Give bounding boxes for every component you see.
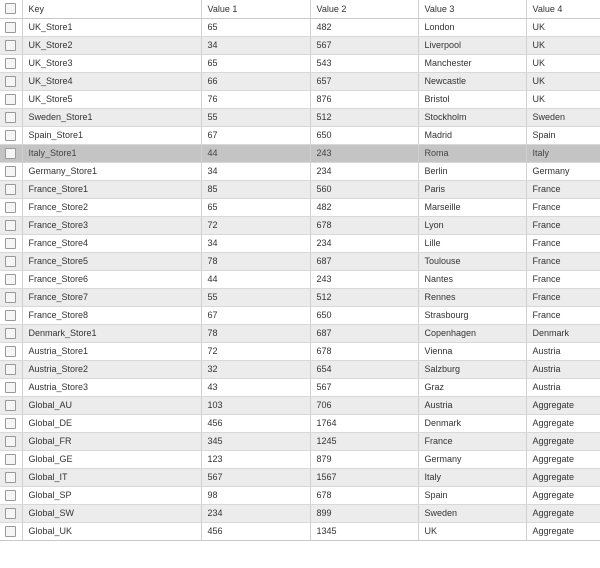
row-checkbox[interactable] (5, 22, 16, 33)
row-select-cell[interactable] (0, 450, 22, 468)
cell-value-2: 650 (310, 306, 418, 324)
cell-value-2: 1764 (310, 414, 418, 432)
cell-value-2: 650 (310, 126, 418, 144)
row-checkbox[interactable] (5, 94, 16, 105)
table-row[interactable] (0, 36, 600, 54)
cell-value-3: Salzburg (418, 360, 526, 378)
cell-key: UK_Store2 (22, 36, 201, 54)
cell-value-3: UK (418, 522, 526, 540)
cell-value-2: 243 (310, 270, 418, 288)
cell-key: Global_IT (22, 468, 201, 486)
cell-value-3: Austria (418, 396, 526, 414)
cell-value-3: London (418, 18, 526, 36)
cell-value-3: Madrid (418, 126, 526, 144)
cell-value-2: 678 (310, 486, 418, 504)
cell-value-1: 456 (201, 414, 310, 432)
cell-value-1: 34 (201, 36, 310, 54)
cell-key: France_Store1 (22, 180, 201, 198)
cell-value-1: 234 (201, 504, 310, 522)
cell-value-3: Strasbourg (418, 306, 526, 324)
cell-value-3: Spain (418, 486, 526, 504)
cell-value-1: 65 (201, 198, 310, 216)
table-row[interactable] (0, 54, 600, 72)
cell-value-2: 687 (310, 252, 418, 270)
cell-value-1: 67 (201, 306, 310, 324)
cell-value-2: 234 (310, 162, 418, 180)
table-row[interactable] (0, 396, 600, 414)
cell-key: Global_FR (22, 432, 201, 450)
row-select-cell[interactable] (0, 72, 22, 90)
column-header-value-2[interactable]: Value 2 (310, 0, 418, 18)
row-select-cell[interactable] (0, 360, 22, 378)
header-row (0, 0, 600, 18)
row-select-cell[interactable] (0, 36, 22, 54)
cell-key: France_Store5 (22, 252, 201, 270)
row-checkbox[interactable] (5, 256, 16, 267)
cell-value-1: 67 (201, 126, 310, 144)
cell-key: Global_SP (22, 486, 201, 504)
cell-value-2: 678 (310, 342, 418, 360)
row-select-cell[interactable] (0, 378, 22, 396)
row-select-cell[interactable] (0, 18, 22, 36)
cell-key: Germany_Store1 (22, 162, 201, 180)
cell-value-4: France (526, 306, 600, 324)
row-select-cell[interactable] (0, 216, 22, 234)
row-select-cell[interactable] (0, 234, 22, 252)
cell-value-2: 512 (310, 108, 418, 126)
table-row[interactable] (0, 234, 600, 252)
table-row[interactable] (0, 252, 600, 270)
row-checkbox[interactable] (5, 238, 16, 249)
cell-key: Global_DE (22, 414, 201, 432)
cell-value-4: Denmark (526, 324, 600, 342)
table-row[interactable] (0, 288, 600, 306)
row-checkbox[interactable] (5, 130, 16, 141)
column-header-value-3[interactable]: Value 3 (418, 0, 526, 18)
cell-value-1: 66 (201, 72, 310, 90)
row-checkbox[interactable] (5, 40, 16, 51)
row-checkbox[interactable] (5, 490, 16, 501)
cell-key: Sweden_Store1 (22, 108, 201, 126)
row-checkbox[interactable] (5, 454, 16, 465)
cell-value-3: Lille (418, 234, 526, 252)
cell-key: France_Store6 (22, 270, 201, 288)
cell-value-1: 55 (201, 108, 310, 126)
cell-value-1: 103 (201, 396, 310, 414)
table-row[interactable] (0, 342, 600, 360)
cell-key: Austria_Store1 (22, 342, 201, 360)
column-header-value-4[interactable]: Value 4 (526, 0, 600, 18)
cell-key: Global_GE (22, 450, 201, 468)
cell-value-3: Marseille (418, 198, 526, 216)
cell-value-4: Aggregate (526, 522, 600, 540)
cell-value-1: 78 (201, 324, 310, 342)
cell-value-1: 78 (201, 252, 310, 270)
cell-value-3: Rennes (418, 288, 526, 306)
row-checkbox[interactable] (5, 148, 16, 159)
column-header-value-1[interactable]: Value 1 (201, 0, 310, 18)
row-checkbox[interactable] (5, 202, 16, 213)
row-select-cell[interactable] (0, 180, 22, 198)
table-row[interactable] (0, 360, 600, 378)
table-row[interactable] (0, 450, 600, 468)
row-checkbox[interactable] (5, 400, 16, 411)
cell-value-4: Aggregate (526, 468, 600, 486)
select-all-checkbox[interactable] (5, 3, 16, 14)
row-checkbox[interactable] (5, 112, 16, 123)
cell-key: France_Store3 (22, 216, 201, 234)
cell-value-2: 1345 (310, 522, 418, 540)
cell-value-3: Manchester (418, 54, 526, 72)
row-select-cell[interactable] (0, 144, 22, 162)
cell-key: Denmark_Store1 (22, 324, 201, 342)
table-row[interactable] (0, 180, 600, 198)
row-select-cell[interactable] (0, 306, 22, 324)
row-checkbox[interactable] (5, 472, 16, 483)
cell-value-1: 55 (201, 288, 310, 306)
cell-value-4: France (526, 234, 600, 252)
cell-value-4: Aggregate (526, 396, 600, 414)
cell-value-1: 32 (201, 360, 310, 378)
cell-value-2: 512 (310, 288, 418, 306)
cell-value-1: 76 (201, 90, 310, 108)
row-select-cell[interactable] (0, 198, 22, 216)
table-row[interactable] (0, 198, 600, 216)
cell-value-4: France (526, 216, 600, 234)
cell-value-1: 65 (201, 54, 310, 72)
cell-key: France_Store2 (22, 198, 201, 216)
cell-value-2: 543 (310, 54, 418, 72)
cell-value-4: Aggregate (526, 504, 600, 522)
cell-value-3: Vienna (418, 342, 526, 360)
cell-key: UK_Store5 (22, 90, 201, 108)
table-row[interactable] (0, 144, 600, 162)
cell-value-4: France (526, 252, 600, 270)
cell-value-2: 482 (310, 18, 418, 36)
cell-value-1: 34 (201, 234, 310, 252)
cell-value-4: Austria (526, 360, 600, 378)
cell-value-3: Nantes (418, 270, 526, 288)
cell-value-1: 98 (201, 486, 310, 504)
cell-value-3: France (418, 432, 526, 450)
row-checkbox[interactable] (5, 292, 16, 303)
row-checkbox[interactable] (5, 166, 16, 177)
cell-value-2: 243 (310, 144, 418, 162)
table-row[interactable] (0, 486, 600, 504)
cell-value-1: 567 (201, 468, 310, 486)
cell-value-3: Toulouse (418, 252, 526, 270)
row-select-cell[interactable] (0, 288, 22, 306)
cell-value-2: 879 (310, 450, 418, 468)
cell-value-4: Sweden (526, 108, 600, 126)
cell-value-4: UK (526, 72, 600, 90)
cell-key: Austria_Store2 (22, 360, 201, 378)
table-row[interactable] (0, 522, 600, 540)
cell-value-4: France (526, 180, 600, 198)
row-checkbox[interactable] (5, 310, 16, 321)
cell-value-1: 345 (201, 432, 310, 450)
row-checkbox[interactable] (5, 328, 16, 339)
cell-value-4: Aggregate (526, 450, 600, 468)
grid-body (0, 18, 600, 540)
cell-value-2: 567 (310, 36, 418, 54)
table-row[interactable] (0, 162, 600, 180)
cell-value-3: Berlin (418, 162, 526, 180)
row-select-cell[interactable] (0, 324, 22, 342)
row-select-cell[interactable] (0, 432, 22, 450)
row-checkbox[interactable] (5, 58, 16, 69)
cell-value-4: France (526, 198, 600, 216)
cell-key: Austria_Store3 (22, 378, 201, 396)
cell-value-1: 65 (201, 18, 310, 36)
cell-value-2: 899 (310, 504, 418, 522)
cell-value-2: 678 (310, 216, 418, 234)
cell-value-3: Lyon (418, 216, 526, 234)
table-row[interactable] (0, 378, 600, 396)
cell-key: UK_Store3 (22, 54, 201, 72)
cell-value-4: Germany (526, 162, 600, 180)
table-row[interactable] (0, 18, 600, 36)
table-row[interactable] (0, 216, 600, 234)
row-checkbox[interactable] (5, 76, 16, 87)
cell-value-2: 1245 (310, 432, 418, 450)
row-select-cell[interactable] (0, 522, 22, 540)
cell-value-3: Bristol (418, 90, 526, 108)
table-row[interactable] (0, 126, 600, 144)
table-row[interactable] (0, 468, 600, 486)
cell-value-1: 72 (201, 342, 310, 360)
cell-value-2: 876 (310, 90, 418, 108)
row-select-cell[interactable] (0, 414, 22, 432)
cell-value-4: Italy (526, 144, 600, 162)
cell-value-2: 706 (310, 396, 418, 414)
cell-value-1: 34 (201, 162, 310, 180)
header-select-all[interactable] (0, 0, 22, 18)
cell-value-3: Denmark (418, 414, 526, 432)
cell-value-4: UK (526, 36, 600, 54)
row-select-cell[interactable] (0, 162, 22, 180)
cell-key: Global_AU (22, 396, 201, 414)
cell-value-3: Italy (418, 468, 526, 486)
row-checkbox[interactable] (5, 346, 16, 357)
cell-value-4: UK (526, 54, 600, 72)
cell-value-3: Stockholm (418, 108, 526, 126)
cell-value-4: France (526, 270, 600, 288)
table-row[interactable] (0, 414, 600, 432)
cell-key: Global_SW (22, 504, 201, 522)
cell-value-1: 43 (201, 378, 310, 396)
row-checkbox[interactable] (5, 508, 16, 519)
table-row[interactable] (0, 324, 600, 342)
cell-value-2: 234 (310, 234, 418, 252)
cell-value-3: Liverpool (418, 36, 526, 54)
cell-value-2: 567 (310, 378, 418, 396)
cell-value-2: 482 (310, 198, 418, 216)
row-checkbox[interactable] (5, 436, 16, 447)
table-row[interactable] (0, 108, 600, 126)
row-select-cell[interactable] (0, 342, 22, 360)
cell-value-2: 654 (310, 360, 418, 378)
row-checkbox[interactable] (5, 418, 16, 429)
cell-key: UK_Store4 (22, 72, 201, 90)
cell-value-3: Germany (418, 450, 526, 468)
column-header-key[interactable]: Key (22, 0, 201, 18)
cell-key: Spain_Store1 (22, 126, 201, 144)
cell-value-4: Austria (526, 378, 600, 396)
row-select-cell[interactable] (0, 126, 22, 144)
table-row[interactable] (0, 306, 600, 324)
row-select-cell[interactable] (0, 90, 22, 108)
cell-key: Italy_Store1 (22, 144, 201, 162)
cell-value-1: 44 (201, 144, 310, 162)
cell-value-3: Roma (418, 144, 526, 162)
row-select-cell[interactable] (0, 108, 22, 126)
cell-key: France_Store7 (22, 288, 201, 306)
cell-key: France_Store4 (22, 234, 201, 252)
cell-key: Global_UK (22, 522, 201, 540)
cell-key: France_Store8 (22, 306, 201, 324)
cell-value-1: 44 (201, 270, 310, 288)
row-checkbox[interactable] (5, 382, 16, 393)
cell-value-4: Aggregate (526, 486, 600, 504)
cell-value-3: Paris (418, 180, 526, 198)
cell-value-2: 1567 (310, 468, 418, 486)
cell-value-4: UK (526, 18, 600, 36)
cell-value-2: 657 (310, 72, 418, 90)
row-select-cell[interactable] (0, 54, 22, 72)
cell-value-4: Aggregate (526, 414, 600, 432)
row-select-cell[interactable] (0, 252, 22, 270)
cell-value-1: 456 (201, 522, 310, 540)
cell-value-3: Newcastle (418, 72, 526, 90)
row-checkbox[interactable] (5, 526, 16, 537)
cell-value-1: 123 (201, 450, 310, 468)
cell-value-1: 85 (201, 180, 310, 198)
table-row[interactable] (0, 270, 600, 288)
row-checkbox[interactable] (5, 184, 16, 195)
cell-value-2: 560 (310, 180, 418, 198)
cell-value-4: Spain (526, 126, 600, 144)
cell-value-3: Graz (418, 378, 526, 396)
cell-value-4: France (526, 288, 600, 306)
table-row[interactable] (0, 504, 600, 522)
row-checkbox[interactable] (5, 274, 16, 285)
cell-key: UK_Store1 (22, 18, 201, 36)
table-row[interactable] (0, 90, 600, 108)
row-select-cell[interactable] (0, 486, 22, 504)
row-checkbox[interactable] (5, 364, 16, 375)
cell-value-3: Sweden (418, 504, 526, 522)
row-checkbox[interactable] (5, 220, 16, 231)
row-select-cell[interactable] (0, 270, 22, 288)
cell-value-4: Austria (526, 342, 600, 360)
cell-value-3: Copenhagen (418, 324, 526, 342)
row-select-cell[interactable] (0, 396, 22, 414)
row-select-cell[interactable] (0, 468, 22, 486)
cell-value-2: 687 (310, 324, 418, 342)
table-row[interactable] (0, 72, 600, 90)
row-select-cell[interactable] (0, 504, 22, 522)
cell-value-4: Aggregate (526, 432, 600, 450)
cell-value-4: UK (526, 90, 600, 108)
table-row[interactable] (0, 432, 600, 450)
cell-value-1: 72 (201, 216, 310, 234)
